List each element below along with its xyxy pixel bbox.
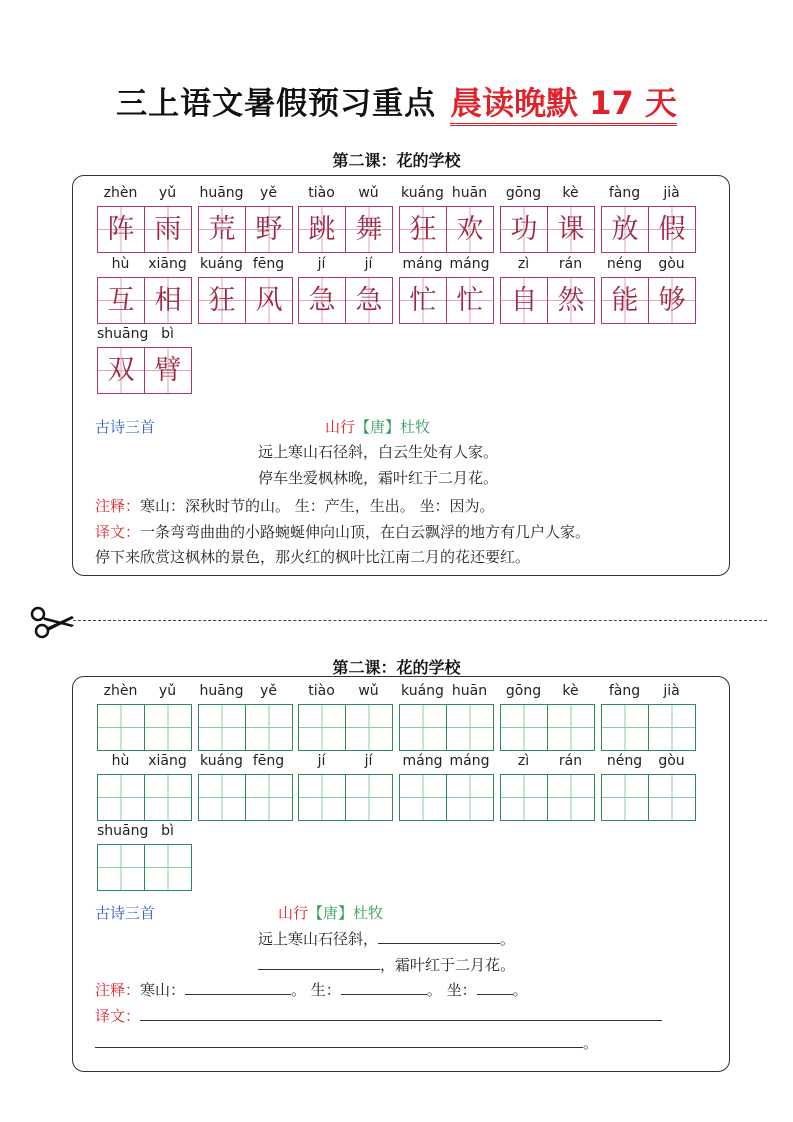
hanzi-character: 放 bbox=[611, 214, 639, 245]
character-cell bbox=[601, 206, 649, 253]
hanzi-character: 荒 bbox=[208, 214, 236, 245]
pinyin-label: gòu bbox=[658, 753, 685, 769]
hanzi-character: 野 bbox=[255, 214, 283, 245]
hanzi-character: 课 bbox=[557, 214, 585, 245]
hanzi-character: 够 bbox=[658, 285, 686, 316]
practice-trans-end: 。 bbox=[583, 1034, 599, 1052]
hanzi-character: 假 bbox=[658, 214, 686, 245]
pinyin-label: kè bbox=[562, 683, 579, 699]
notes-label: 注释： bbox=[95, 497, 141, 515]
pinyin-label: zì bbox=[517, 753, 530, 769]
lesson-title-bottom: 第二课：花的学校 bbox=[332, 658, 461, 677]
character-cell bbox=[245, 277, 293, 324]
pinyin-label: jí bbox=[317, 256, 326, 272]
character-cell bbox=[198, 277, 246, 324]
practice-translation-line-2 bbox=[95, 1032, 598, 1053]
pinyin-label: hù bbox=[111, 753, 130, 769]
pinyin-label: zhèn bbox=[103, 683, 138, 699]
pinyin-label: jí bbox=[364, 753, 373, 769]
writing-cell[interactable] bbox=[648, 774, 696, 821]
character-cell bbox=[298, 206, 346, 253]
poem-section-label: 古诗三首 bbox=[95, 418, 156, 436]
hanzi-character: 相 bbox=[154, 285, 182, 316]
pinyin-label: huān bbox=[451, 683, 488, 699]
pinyin-label: máng bbox=[402, 753, 443, 769]
pinyin-label: kè bbox=[562, 185, 579, 201]
fill-blank[interactable] bbox=[378, 929, 500, 944]
character-cell bbox=[144, 277, 192, 324]
writing-cell[interactable] bbox=[547, 704, 595, 751]
pinyin-label: gōng bbox=[505, 683, 542, 699]
fill-blank[interactable] bbox=[258, 955, 380, 970]
character-cell bbox=[97, 347, 145, 394]
character-cell bbox=[345, 206, 393, 253]
pinyin-label: hù bbox=[111, 256, 130, 272]
pinyin-label: jià bbox=[663, 683, 680, 699]
poem-author: 杜牧 bbox=[400, 418, 431, 436]
hanzi-character: 急 bbox=[355, 285, 383, 316]
character-cell bbox=[601, 277, 649, 324]
pinyin-label: jí bbox=[317, 753, 326, 769]
writing-cell[interactable] bbox=[298, 704, 346, 751]
pinyin-label: máng bbox=[449, 256, 490, 272]
hanzi-character: 忙 bbox=[456, 285, 484, 316]
hanzi-character: 自 bbox=[510, 285, 538, 316]
pinyin-label: xiāng bbox=[148, 753, 187, 769]
practice-poem-author: 杜牧 bbox=[353, 904, 384, 922]
pinyin-label: kuáng bbox=[200, 256, 243, 272]
writing-cell[interactable] bbox=[144, 704, 192, 751]
writing-cell[interactable] bbox=[97, 704, 145, 751]
character-cell bbox=[648, 206, 696, 253]
hanzi-character: 雨 bbox=[154, 214, 182, 245]
poem-line-2: 停车坐爱枫林晚，霜叶红于二月花。 bbox=[258, 469, 499, 487]
character-cell bbox=[648, 277, 696, 324]
hanzi-character: 双 bbox=[107, 355, 135, 386]
character-cell bbox=[345, 277, 393, 324]
character-cell bbox=[446, 277, 494, 324]
lesson-title-top: 第二课：花的学校 bbox=[332, 151, 461, 170]
writing-cell[interactable] bbox=[97, 774, 145, 821]
translation-text-1: 一条弯弯曲曲的小路蜿蜒伸向山顶，在白云飘浮的地方有几户人家。 bbox=[140, 523, 591, 541]
character-cell bbox=[500, 206, 548, 253]
character-cell bbox=[97, 277, 145, 324]
pinyin-label: shuāng bbox=[97, 326, 149, 342]
fill-blank[interactable] bbox=[477, 980, 513, 995]
title-main: 三上语文暑假预习重点 bbox=[116, 86, 437, 122]
practice-poem-line-1 bbox=[258, 928, 515, 949]
pinyin-label: fēng bbox=[252, 753, 285, 769]
writing-cell[interactable] bbox=[97, 844, 145, 891]
fill-blank[interactable] bbox=[185, 980, 291, 995]
writing-cell[interactable] bbox=[345, 704, 393, 751]
hanzi-character: 狂 bbox=[409, 214, 437, 245]
character-cell bbox=[399, 277, 447, 324]
pinyin-label: kuáng bbox=[401, 683, 444, 699]
translation bbox=[95, 521, 590, 542]
pinyin-label: máng bbox=[402, 256, 443, 272]
writing-cell[interactable] bbox=[500, 704, 548, 751]
fill-blank[interactable] bbox=[341, 980, 427, 995]
character-cell bbox=[446, 206, 494, 253]
pinyin-label: huāng bbox=[199, 185, 244, 201]
writing-cell[interactable] bbox=[648, 704, 696, 751]
pinyin-label: máng bbox=[449, 753, 490, 769]
title-highlight: 晨读晚默 17 天 bbox=[450, 84, 677, 126]
pinyin-label: gòu bbox=[658, 256, 685, 272]
character-cell bbox=[500, 277, 548, 324]
practice-poem-dynasty: 【唐】 bbox=[308, 904, 354, 922]
writing-cell[interactable] bbox=[446, 704, 494, 751]
pinyin-label: zhèn bbox=[103, 185, 138, 201]
fill-blank[interactable] bbox=[95, 1033, 583, 1048]
pinyin-label: fàng bbox=[608, 185, 641, 201]
pinyin-label: néng bbox=[606, 753, 643, 769]
pinyin-label: wǔ bbox=[358, 185, 379, 201]
writing-cell[interactable] bbox=[399, 774, 447, 821]
practice-poem-line-2 bbox=[258, 954, 515, 975]
hanzi-character: 然 bbox=[557, 285, 585, 316]
writing-cell[interactable] bbox=[601, 704, 649, 751]
character-cell bbox=[144, 347, 192, 394]
practice-note-d: 。 bbox=[512, 981, 528, 999]
practice-poem-title: 山行 bbox=[278, 904, 309, 922]
hanzi-character: 急 bbox=[308, 285, 336, 316]
practice-poem-section-label: 古诗三首 bbox=[95, 904, 156, 922]
pinyin-label: wǔ bbox=[358, 683, 379, 699]
pinyin-label: rán bbox=[558, 753, 583, 769]
pinyin-label: bì bbox=[161, 326, 174, 342]
hanzi-character: 能 bbox=[611, 285, 639, 316]
poem-title: 山行 bbox=[325, 418, 356, 436]
character-cell bbox=[97, 206, 145, 253]
hanzi-character: 欢 bbox=[456, 214, 484, 245]
hanzi-character: 阵 bbox=[107, 214, 135, 245]
page-title bbox=[0, 78, 793, 124]
pinyin-label: fēng bbox=[252, 256, 285, 272]
hanzi-character: 舞 bbox=[355, 214, 383, 245]
pinyin-label: xiāng bbox=[148, 256, 187, 272]
writing-cell[interactable] bbox=[245, 704, 293, 751]
writing-cell[interactable] bbox=[298, 774, 346, 821]
fill-blank[interactable] bbox=[140, 1006, 662, 1021]
practice-line1-end: 。 bbox=[500, 930, 516, 948]
pinyin-label: yě bbox=[260, 185, 277, 201]
pinyin-label: zì bbox=[517, 256, 530, 272]
practice-line2-end: ，霜叶红于二月花。 bbox=[380, 956, 516, 974]
pinyin-label: gōng bbox=[505, 185, 542, 201]
writing-cell[interactable] bbox=[345, 774, 393, 821]
writing-cell[interactable] bbox=[198, 704, 246, 751]
writing-cell[interactable] bbox=[399, 704, 447, 751]
pinyin-label: yě bbox=[260, 683, 277, 699]
translation-label: 译文： bbox=[95, 523, 141, 541]
poem-line-1: 远上寒山石径斜，白云生处有人家。 bbox=[258, 443, 499, 461]
practice-line1-text: 远上寒山石径斜， bbox=[258, 930, 379, 948]
character-cell bbox=[399, 206, 447, 253]
pinyin-label: fàng bbox=[608, 683, 641, 699]
pinyin-label: tiào bbox=[308, 185, 335, 201]
writing-cell[interactable] bbox=[198, 774, 246, 821]
pinyin-label: kuáng bbox=[200, 753, 243, 769]
practice-notes-label: 注释： bbox=[95, 981, 141, 999]
writing-cell[interactable] bbox=[500, 774, 548, 821]
hanzi-character: 互 bbox=[107, 285, 135, 316]
pinyin-label: tiào bbox=[308, 683, 335, 699]
pinyin-label: rán bbox=[558, 256, 583, 272]
writing-cell[interactable] bbox=[446, 774, 494, 821]
writing-cell[interactable] bbox=[601, 774, 649, 821]
pinyin-label: bì bbox=[161, 823, 174, 839]
pinyin-label: kuáng bbox=[401, 185, 444, 201]
hanzi-character: 跳 bbox=[308, 214, 336, 245]
practice-translation bbox=[95, 1005, 662, 1026]
translation-text-2: 停下来欣赏这枫林的景色，那火红的枫叶比江南二月的花还要红。 bbox=[95, 548, 531, 566]
notes bbox=[95, 495, 495, 516]
poem-heading bbox=[325, 416, 430, 437]
character-cell bbox=[198, 206, 246, 253]
practice-note-a: 寒山： bbox=[140, 981, 186, 999]
practice-note-b: 。 生： bbox=[291, 981, 341, 999]
writing-cell[interactable] bbox=[144, 844, 192, 891]
pinyin-label: yǔ bbox=[158, 683, 177, 699]
writing-cell[interactable] bbox=[144, 774, 192, 821]
writing-cell[interactable] bbox=[547, 774, 595, 821]
pinyin-label: shuāng bbox=[97, 823, 149, 839]
hanzi-character: 忙 bbox=[409, 285, 437, 316]
pinyin-label: yǔ bbox=[158, 185, 177, 201]
pinyin-label: néng bbox=[606, 256, 643, 272]
poem-dynasty: 【唐】 bbox=[355, 418, 401, 436]
pinyin-label: jí bbox=[364, 256, 373, 272]
writing-cell[interactable] bbox=[245, 774, 293, 821]
character-cell bbox=[547, 206, 595, 253]
character-cell bbox=[245, 206, 293, 253]
practice-notes bbox=[95, 979, 528, 1000]
hanzi-character: 功 bbox=[510, 214, 538, 245]
pinyin-label: huāng bbox=[199, 683, 244, 699]
practice-translation-label: 译文： bbox=[95, 1007, 141, 1025]
pinyin-label: huān bbox=[451, 185, 488, 201]
character-cell bbox=[144, 206, 192, 253]
practice-poem-heading bbox=[278, 902, 383, 923]
hanzi-character: 狂 bbox=[208, 285, 236, 316]
pinyin-label: jià bbox=[663, 185, 680, 201]
character-cell bbox=[547, 277, 595, 324]
practice-note-c: 。 坐： bbox=[426, 981, 477, 999]
scissors-icon bbox=[28, 603, 76, 641]
hanzi-character: 风 bbox=[255, 285, 283, 316]
hanzi-character: 臂 bbox=[154, 355, 182, 386]
notes-text: 寒山：深秋时节的山。 生：产生，生出。 坐：因为。 bbox=[140, 497, 495, 515]
character-cell bbox=[298, 277, 346, 324]
cut-line bbox=[73, 620, 767, 621]
